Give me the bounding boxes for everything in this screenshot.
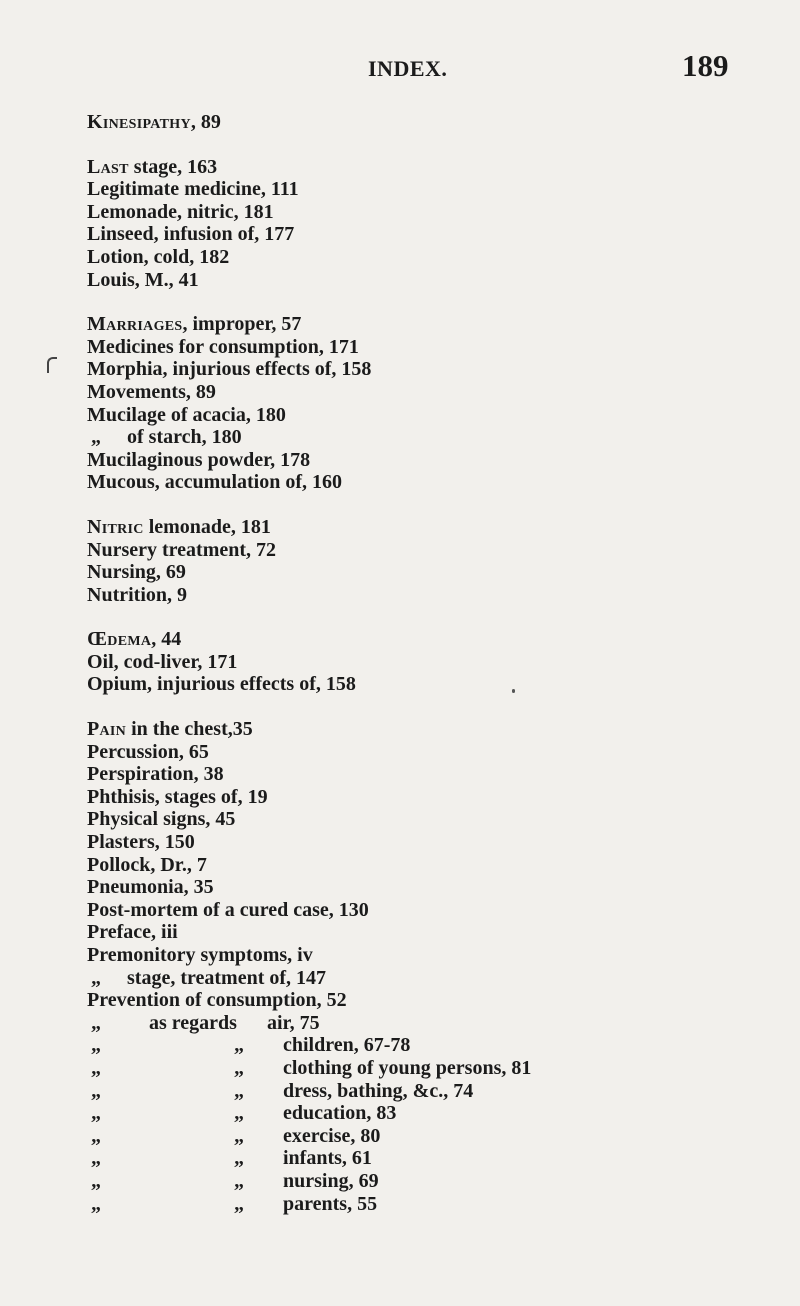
running-head: INDEX. [368,56,448,81]
ditto-mark: „ [91,1056,101,1079]
entry-text: Pollock, Dr., 7 [87,853,207,876]
index-entry [87,471,787,494]
group-gap [87,134,787,156]
index-subentry [87,1034,787,1057]
entry-text: stage, 163 [128,155,218,178]
index-entry [87,808,787,831]
ditto-mark: „ [91,1034,101,1057]
index-entry [87,539,787,562]
page-number: 189 [682,48,729,83]
entry-text: Preface, iii [87,921,178,944]
index-entry [87,989,787,1012]
entry-text: Prevention of consumption, 52 [87,989,347,1012]
ditto-mark: „ [234,1169,244,1192]
index-subentry [87,1080,787,1103]
entry-text: Opium, injurious effects of, 158 [87,673,356,696]
index-entry [87,449,787,472]
index-entry [87,404,787,427]
ditto-mark: „ [91,1011,101,1034]
index-entry [87,201,787,224]
entry-text: stage, treatment of, 147 [127,966,327,989]
index-entry [87,381,787,404]
entry-text: Medicines for consumption, 171 [87,335,359,358]
ditto-mark: „ [91,1192,101,1215]
entry-text: air, 75 [267,1011,320,1034]
entry-initial-word: Œdema [87,628,152,651]
index-subentry [87,1057,787,1080]
entry-initial-word: Nitric [87,515,144,538]
ditto-mark: „ [91,966,101,989]
subentry-lead: as regards [149,1011,237,1034]
index-entry [87,269,787,292]
group-gap [87,291,787,313]
ditto-mark: „ [91,1124,101,1147]
entry-text: Nursery treatment, 72 [87,538,277,561]
entry-initial-word: Last [87,155,129,178]
entry-text: Legitimate medicine, 111 [87,178,299,201]
index-entry [87,944,787,967]
entry-text: exercise, 80 [283,1124,381,1147]
index-entry [87,156,787,179]
index-entry [87,313,787,336]
index-entry [87,967,787,990]
index-subentry [87,1125,787,1148]
ditto-mark: „ [91,426,101,449]
entry-text: nursing, 69 [283,1169,379,1192]
entry-text: Percussion, 65 [87,740,209,763]
entry-text: Mucous, accumulation of, 160 [87,471,342,494]
entry-text: , 89 [190,111,221,133]
index-subentry [87,1147,787,1170]
entry-text: Premonitory symptoms, iv [87,944,313,966]
entry-text: dress, bathing, &c., 74 [283,1079,474,1102]
index-entry [87,336,787,359]
entry-text: Louis, M., 41 [87,268,199,291]
index-entry [87,899,787,922]
group-gap [87,606,787,628]
index-entry [87,178,787,201]
entry-text: , 44 [151,628,182,651]
index-entry [87,223,787,246]
ditto-mark: „ [234,1192,244,1215]
entry-text: Nutrition, 9 [87,583,187,606]
entry-text: clothing of young persons, 81 [283,1056,532,1079]
index-subentry [87,1012,787,1035]
entry-text: Morphia, injurious effects of, 158 [87,358,372,381]
ditto-mark: „ [91,1079,101,1102]
entry-text: Pneumonia, 35 [87,876,214,899]
entry-text: Post-mortem of a cured case, 130 [87,898,369,921]
ditto-mark: „ [234,1147,244,1170]
index-entry [87,426,787,449]
entry-text: Plasters, 150 [87,831,195,854]
index-entries [87,111,787,1215]
entry-text: Lemonade, nitric, 181 [87,200,274,223]
index-entry [87,246,787,269]
entry-text: Physical signs, 45 [87,808,236,831]
group-gap [87,494,787,516]
entry-text: Phthisis, stages of, 19 [87,785,268,808]
entry-text: in the chest,35 [126,718,253,741]
index-subentry [87,1102,787,1125]
index-entry [87,831,787,854]
ditto-mark: „ [234,1079,244,1102]
entry-initial-word: Marriages [87,313,183,336]
ditto-mark: „ [91,1169,101,1192]
index-entry [87,561,787,584]
entry-text: children, 67-78 [283,1034,411,1057]
index-entry [87,718,787,741]
entry-text: Mucilage of acacia, 180 [87,403,286,426]
index-entry [87,673,787,696]
index-entry [87,111,787,134]
entry-text: Oil, cod-liver, 171 [87,650,238,673]
entry-text: lemonade, 181 [143,515,271,538]
index-entry [87,516,787,539]
ditto-mark: „ [91,1147,101,1170]
entry-text: of starch, 180 [127,426,242,449]
entry-text: Lotion, cold, 182 [87,245,230,268]
entry-text: parents, 55 [283,1192,378,1215]
entry-text: Mucilaginous powder, 178 [87,448,311,471]
entry-text: Perspiration, 38 [87,763,224,786]
index-entry [87,876,787,899]
ditto-mark: „ [234,1124,244,1147]
index-entry [87,921,787,944]
ditto-mark: „ [91,1102,101,1125]
index-entry [87,628,787,651]
index-entry [87,584,787,607]
index-entry [87,358,787,381]
entry-text: , improper, 57 [182,313,302,336]
ditto-mark: „ [234,1034,244,1057]
entry-initial-word: Kinesipathy [87,111,191,133]
margin-mark [47,357,57,373]
ditto-mark: „ [234,1102,244,1125]
index-subentry [87,1193,787,1216]
entry-text: Nursing, 69 [87,561,186,584]
index-entry [87,786,787,809]
index-entry [87,763,787,786]
index-subentry [87,1170,787,1193]
entry-text: education, 83 [283,1102,397,1125]
prevention-subentries [87,1012,787,1215]
entry-text: infants, 61 [283,1147,372,1170]
group-gap [87,696,787,718]
index-entry [87,854,787,877]
index-entry [87,651,787,674]
entry-text: Linseed, infusion of, 177 [87,223,295,246]
entry-initial-word: Pain [87,718,127,741]
ditto-mark: „ [234,1056,244,1079]
entry-text: Movements, 89 [87,380,216,403]
index-entry [87,741,787,764]
